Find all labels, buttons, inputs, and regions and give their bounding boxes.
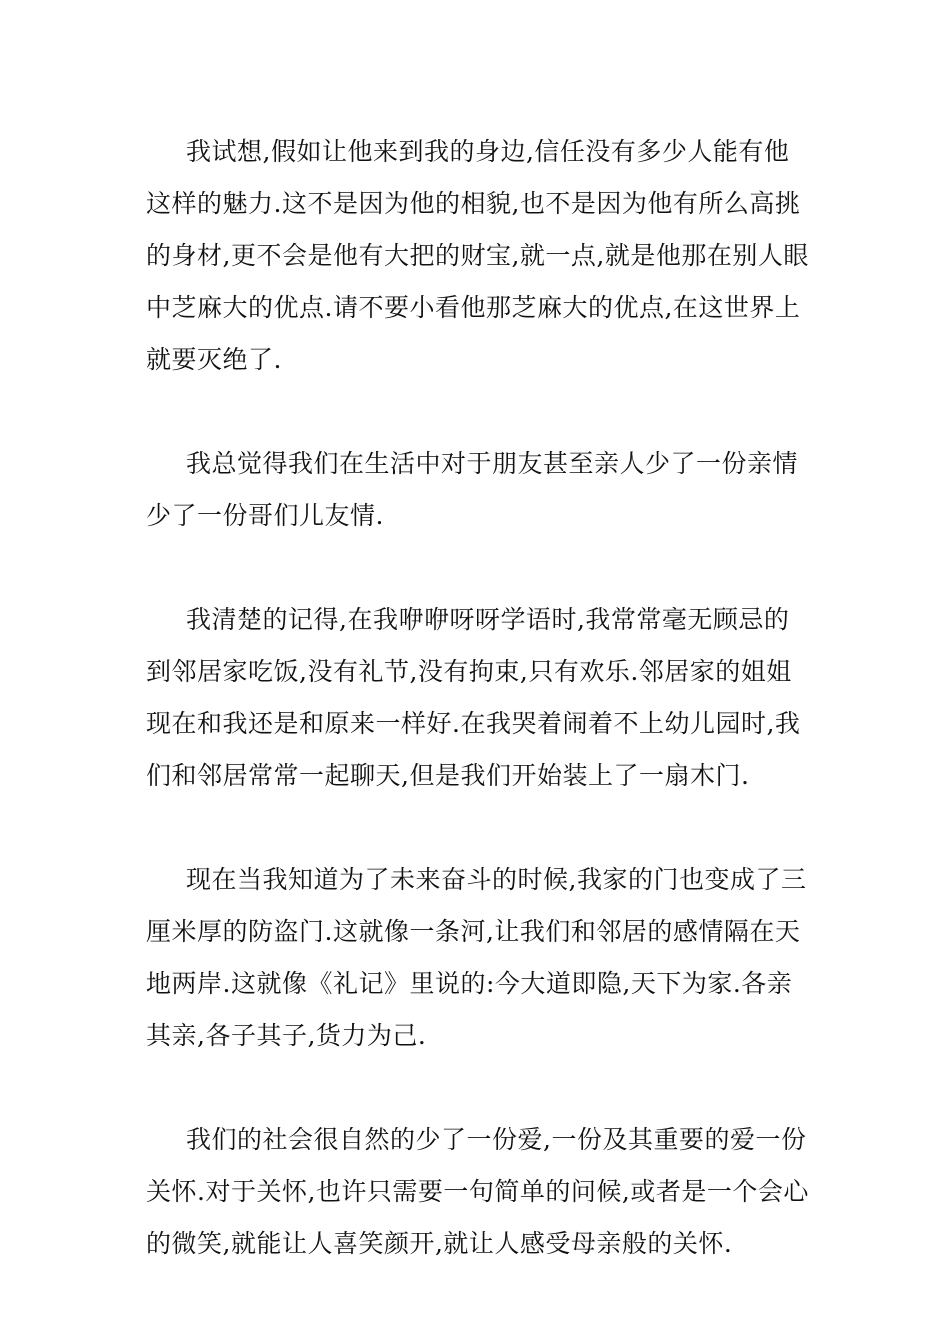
- paragraph-2: 我总觉得我们在生活中对于朋友甚至亲人少了一份亲情少了一份哥们儿友情.: [146, 449, 799, 530]
- paragraph-4: 现在当我知道为了未来奋斗的时候,我家的门也变成了三厘米厚的防盗门.这就像一条河,让我们和邻居的感情隔在天地两岸.这就像《礼记》里说的:今大道即隐,天下为家.各亲其亲,各子其子,货力为己.: [146, 865, 807, 1050]
- paragraph-3: 我清楚的记得,在我咿咿呀呀学语时,我常常毫无顾忌的到邻居家吃饭,没有礼节,没有拘束,只有欢乐.邻居家的姐姐现在和我还是和原来一样好.在我哭着闹着不上幼儿园时,我们和邻居常常一起聊天,但是我们开始装上了一扇木门.: [146, 605, 801, 790]
- paragraph-5: 我们的社会很自然的少了一份爱,一份及其重要的爱一份关怀.对于关怀,也许只需要一句简单的问候,或者是一个会心的微笑,就能让人喜笑颜开,就让人感受母亲般的关怀.: [146, 1125, 809, 1258]
- document-page: [146, 126, 812, 1270]
- paragraph-1: 我试想,假如让他来到我的身边,信任没有多少人能有他这样的魅力.这不是因为他的相貌,也不是因为他有所么高挑的身材,更不会是他有大把的财宝,就一点,就是他那在别人眼中芝麻大的优点.请不要小看他那芝麻大的优点,在这世界上就要灭绝了.: [146, 137, 809, 374]
